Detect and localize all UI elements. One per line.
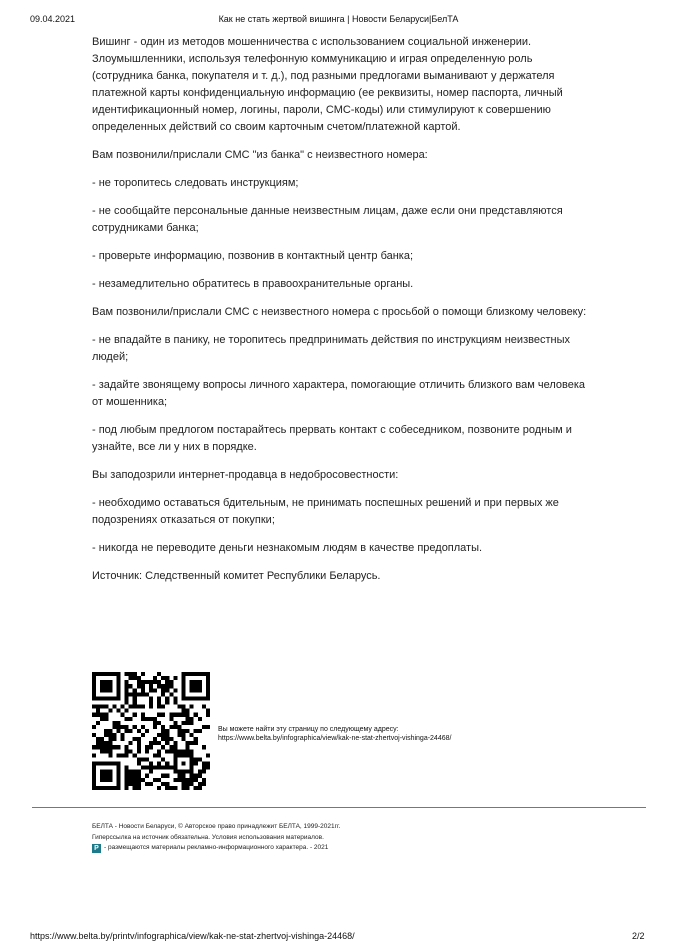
article-paragraph: Вам позвонили/прислали СМС с неизвестного номера с просьбой о помощи близкому человеку: <box>92 306 587 318</box>
advertising-badge-icon: Р <box>92 844 101 853</box>
article-paragraph: - не сообщайте персональные данные неизвестным лицам, даже если они представляются сотрудниками банка; <box>92 205 563 234</box>
article-paragraph: Источник: Следственный комитет Республики Беларусь. <box>92 570 381 582</box>
article-paragraph: - никогда не переводите деньги незнакомым людям в качестве предоплаты. <box>92 542 483 554</box>
share-url-link[interactable]: https://www.belta.by/infographica/view/kak-ne-stat-zhertvoj-vishinga-24468/ <box>218 735 452 742</box>
article-paragraph: - задайте звонящему вопросы личного характера, помогающие отличить близкого вам человека от мошенника; <box>92 379 586 408</box>
page-title: Как не стать жертвой вишинга | Новости Беларуси|БелТА <box>218 14 459 24</box>
footer-ad-line <box>92 843 340 854</box>
qr-code-icon <box>92 672 210 790</box>
qr-code <box>92 672 210 790</box>
footer-ad-text: - размещаются материалы рекламно-информационного характера. - 2021 <box>104 844 329 851</box>
article-paragraph: Вам позвонили/прислали СМС "из банка" с неизвестного номера: <box>92 149 428 161</box>
article-paragraph: - необходимо оставаться бдительным, не принимать поспешных решений и при первых же подозрениях отказаться от покупки; <box>92 497 559 526</box>
article-paragraph: - незамедлительно обратитесь в правоохранительные органы. <box>92 278 414 290</box>
site-footer <box>92 822 340 854</box>
article-body <box>92 34 592 596</box>
article-paragraph: - не впадайте в панику, не торопитесь предпринимать действия по инструкциям неизвестных людей; <box>92 334 570 363</box>
article-paragraph: Вишинг - один из методов мошенничества с использованием социальной инженерии. Злоумышленники, используя телефонную коммуникацию и играя определенную роль (сотрудника банка, покупателя и т. д.), под разными предлогами выманивают у держателя платежной карты конфиденциальную информацию (ее реквизиты, номер паспорта, личный идентификационный номер, логины, пароли, СМС-коды) или стимулируют к совершению определенных действий со своим карточным счетом/платежной картой. <box>92 36 563 133</box>
share-block <box>218 725 451 743</box>
page-number: 2/2 <box>632 931 645 941</box>
footer-copyright: БЕЛТА - Новости Беларуси, © Авторское право принадлежит БЕЛТА, 1999-2021гг. <box>92 823 341 830</box>
footer-divider <box>32 807 646 808</box>
share-hint: Вы можете найти эту страницу по следующему адресу: <box>218 726 399 733</box>
article-paragraph: Вы заподозрили интернет-продавца в недобросовестности: <box>92 469 399 481</box>
print-url: https://www.belta.by/printv/infographica/view/kak-ne-stat-zhertvoj-vishinga-24468/ <box>30 931 355 941</box>
article-paragraph: - не торопитесь следовать инструкциям; <box>92 177 299 189</box>
article-paragraph: - под любым предлогом постарайтесь прервать контакт с собеседником, позвоните родным и узнайте, все ли у них в порядке. <box>92 424 572 453</box>
footer-notice: Гиперссылка на источник обязательна. Условия использования материалов. <box>92 833 324 841</box>
article-paragraph: - проверьте информацию, позвонив в контактный центр банка; <box>92 250 414 262</box>
print-date: 09.04.2021 <box>30 14 76 24</box>
